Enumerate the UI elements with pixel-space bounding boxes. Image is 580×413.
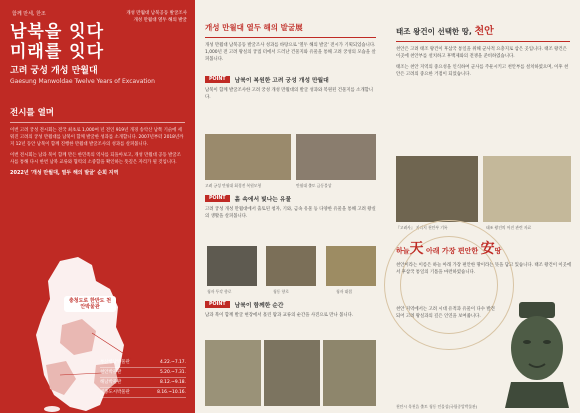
schedule-row: 세종도시박물관 8.16.~10.16. <box>100 388 186 398</box>
point-text: 고려 궁성 개성 만월대에서 출토된 청자, 기와, 금속 유물 등 다양한 유물을 통해 고려 왕실의 생활을 살펴봅니다. <box>205 207 376 219</box>
divider <box>396 41 570 42</box>
right-paragraph-4: 천안 지역에서는 고려 시대 유적과 유물이 다수 발견되어 고려 왕실과의 깊은 인연을 보여줍니다. <box>396 307 495 319</box>
photo-caption: 청자 투각 향로 <box>207 289 232 294</box>
divider <box>205 37 376 38</box>
point-1 <box>205 75 376 84</box>
english-title: Gaesung Manwoldae Twelve Years of Excavation <box>10 78 155 85</box>
point-title: 남북이 함께한 순간 <box>234 303 284 309</box>
hanja-title: 하늘天 아래 가장 편안한 安땅 <box>396 241 502 257</box>
section-heading: 전시를 열며 <box>10 108 55 118</box>
intro-section <box>0 106 195 177</box>
left-panel <box>0 0 195 413</box>
middle-intro: 개성 만월대 남북공동 발굴조사 성과를 바탕으로 '열두 해의 발굴' 전시가 기획되었습니다. 1,000년 전 고려 왕실의 궁궐 터에서 드러난 건물지와 유물을 통해 고려 궁성의 모습을 살펴봅니다. <box>205 42 376 62</box>
divider <box>10 122 185 123</box>
photo-caption: 고려 궁성 만월대 회경전 복원모형 <box>205 183 262 188</box>
point-text: 남북이 함께 발굴조사한 고려 궁성 개성 만월대의 발굴 성과와 복원된 건물지를 소개합니다. <box>205 87 374 100</box>
small-label: 함께 만세, 한조 <box>12 11 46 17</box>
schedule-list <box>100 358 186 398</box>
photo-caption: 만월대 출토 금동불상 <box>296 183 332 188</box>
photo-caption: 청자 대접 <box>336 289 352 294</box>
intro-paragraph-1: 이번 고려 궁성 전시회는 전국 최초로 1,000여 년 전인 919년 개경 송악산 남쪽 기슭에 세워진 고려의 궁성 만월대를 남북이 함께 발굴한 성과를 소개합니다. 2007년부터 2018년까지 12년 동안 남북이 함께 진행한 만월대 발굴조사의 성과를 살펴봅니다. <box>10 127 184 147</box>
intro-paragraph-2: 이번 전시회는 남과 북이 함께 만든 한민족의 역사를 되돌아보고, 개성 만월대 공동 발굴조사를 통해 다시 한번 남북 교류와 협력의 소중함을 확인하는 뜻깊은 자리가 될 것입니다. <box>10 152 181 165</box>
right-paragraph-3: 천안이라는 이름은 하늘 아래 가장 편안한 땅이라는 뜻을 담고 있습니다. 태조 왕건이 이곳에서 후삼국 통일의 기틀을 마련하였습니다. <box>396 263 572 275</box>
excavation-photo <box>264 340 320 406</box>
sub-title: 고려 궁성 개성 만월대 <box>10 66 98 76</box>
point-badge: POINT <box>205 195 230 202</box>
photo-caption: 태조 왕건의 어진 관련 자료 <box>486 225 532 230</box>
excavation-photo <box>323 340 376 406</box>
schedule-row: 해남박물관 8.12.~9.18. <box>100 378 186 388</box>
celadon-photo <box>207 246 257 286</box>
tour-note: 2022년 '개성 만월대, 열두 해의 발굴' 순회 지역 <box>10 169 119 176</box>
schedule-row: 천안박물관 5.20.~7.31. <box>100 368 186 378</box>
point-badge: POINT <box>205 76 230 83</box>
right-paragraph-1: 천안은 고려 태조 왕건이 후삼국 통일을 위해 군사적 요충지로 삼은 곳입니다. 태조 왕건은 이곳에 천안부를 설치하고 후백제와의 전쟁을 준비하였습니다. <box>396 46 567 59</box>
point-title: 흙 속에서 빛나는 유물 <box>234 197 292 203</box>
main-title: 남북을 잇다 미래를 잇다 <box>10 22 105 62</box>
footer-caption: 천안시 목천읍 출토 청동 인물상(국립중앙박물관) <box>396 404 478 409</box>
bowl-photo <box>326 246 376 286</box>
palace-model-photo <box>205 134 291 180</box>
right-paragraph-2: 태조는 천안 지역의 중요성을 인식하여 군사를 주둔시키고 천안부를 설치하였으며, 이후 천안은 고려의 중요한 거점이 되었습니다. <box>396 64 569 77</box>
excavation-photo <box>205 340 261 406</box>
right-heading: 태조 왕건이 선택한 땅, 천안 <box>396 26 494 37</box>
point-text: 남과 북이 함께 발굴 현장에서 흘린 땀과 교류의 순간을 사진으로 만나 봅니다. <box>205 313 354 318</box>
top-right-text: 개성 만월대 남북공동 발굴조사 개성 만월대 열두 해의 발굴 <box>126 11 187 23</box>
document-photo <box>483 156 571 222</box>
point-2 <box>205 194 376 220</box>
photo-caption: 청동 향로 <box>273 289 289 294</box>
bronze-bust-icon <box>497 300 577 408</box>
point-3 <box>205 300 376 319</box>
point-badge: POINT <box>205 301 230 308</box>
relic-photo <box>296 134 376 180</box>
bronze-photo <box>266 246 316 286</box>
map-tag: 충청도로 한반도 천안박물관 <box>64 296 116 312</box>
photo-caption: 『고려사』 지리지 천안부 기록 <box>396 225 448 230</box>
old-book-photo <box>396 156 478 222</box>
schedule-row: 부산항남박물관 4.22.~7.17. <box>100 358 186 368</box>
point-title: 남북이 복원한 고려 궁성 개성 만월대 <box>234 77 329 84</box>
middle-heading: 개성 만월대 열두 해의 발굴展 <box>205 23 303 32</box>
left-header <box>0 0 195 98</box>
